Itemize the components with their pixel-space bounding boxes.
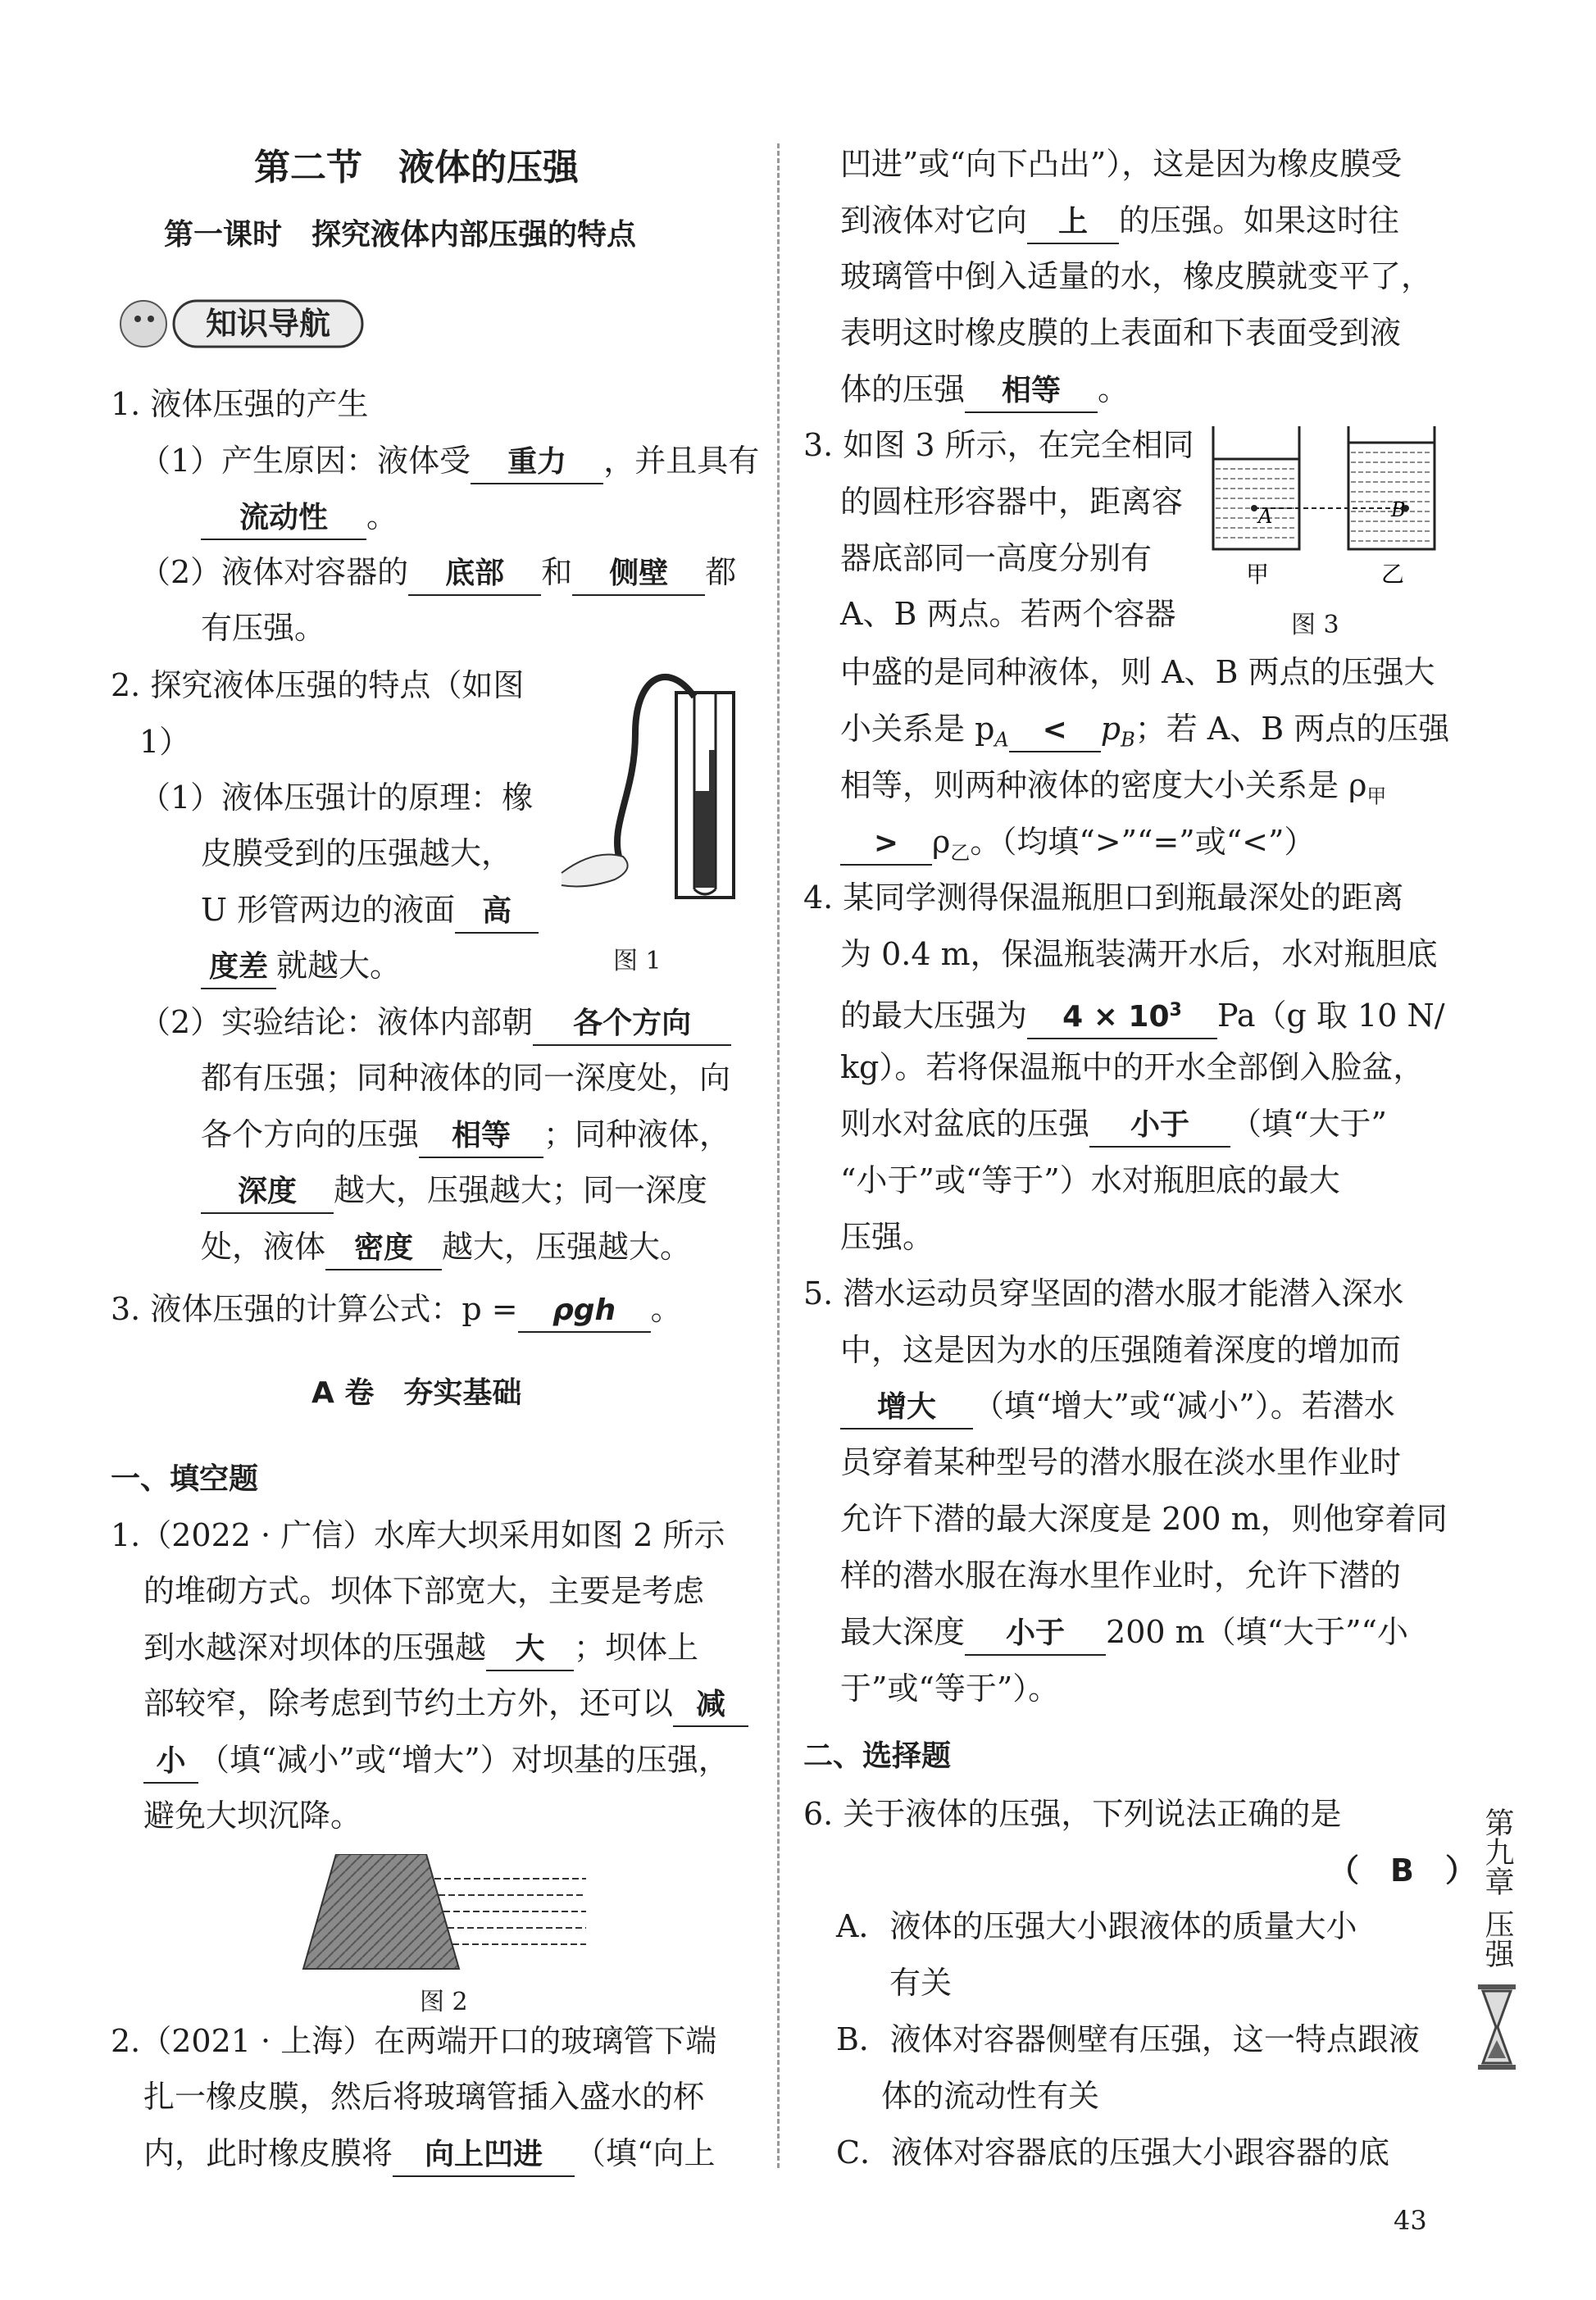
q2-line3: 内，此时橡皮膜将 向上凹进 （填“向上 xyxy=(143,2133,715,2177)
figure-3-caption: 图 3 xyxy=(1291,611,1339,639)
q6-option-a-line1: A．液体的压强大小跟液体的质量大小 xyxy=(836,1908,1357,1944)
knowledge-nav-badge xyxy=(115,291,369,357)
q2-line2: 扎一橡皮膜，然后将玻璃管插入盛水的杯 xyxy=(143,2079,705,2115)
q1-line5: 小 （填“减小”或“增大”）对坝基的压强， xyxy=(143,1739,730,1784)
answer-blank: 各个方向 xyxy=(533,1003,731,1046)
answer-blank: 减 xyxy=(673,1684,748,1727)
badge-label: 知识导航 xyxy=(205,306,331,342)
answer-blank: 深度 xyxy=(201,1171,334,1214)
answer-blank: 度差 xyxy=(201,947,276,989)
answer-blank: 大 xyxy=(486,1629,574,1671)
q6-option-b-line2: 体的流动性有关 xyxy=(881,2078,1100,2114)
q5-line7: 最大深度 小于 200 m（填“大于”“小 xyxy=(840,1611,1408,1656)
q5-line2: 中，这是因为水的压强随着深度的增加而 xyxy=(840,1332,1402,1368)
figure-1-pressure-gauge xyxy=(545,660,750,906)
answer-blank: 增大 xyxy=(840,1387,973,1430)
answer-blank: 小于 xyxy=(1089,1105,1230,1148)
chapter-name: 压强 xyxy=(1480,1909,1514,1968)
q6-option-a-line2: 有关 xyxy=(889,1965,953,2001)
k2-line5: 度差 就越大。 xyxy=(201,945,401,989)
q5-line5: 允许下潜的最大深度是 200 m，则他穿着同 xyxy=(840,1501,1448,1537)
q4-line6: “小于”或“等于”）水对瓶胆底的最大 xyxy=(840,1162,1340,1198)
point-a-label: A xyxy=(1258,505,1273,528)
answer-blank: 相等 xyxy=(965,370,1098,413)
answer-blank: 密度 xyxy=(325,1228,442,1270)
figure-3-containers xyxy=(1209,426,1447,590)
multiple-choice-heading: 二、选择题 xyxy=(803,1739,952,1773)
k2-line7: 都有压强；同种液体的同一深度处，向 xyxy=(201,1060,731,1096)
chapter-side-tab xyxy=(1474,1807,1520,2082)
q4-line7: 压强。 xyxy=(840,1219,934,1255)
k1-line1: （1）产生原因：液体受 重力 ，并且具有 xyxy=(139,440,759,484)
q3-line6: 小关系是 $p_A < p_B$；若 A、B 两点的压强 xyxy=(840,711,1450,752)
answer-blank: < xyxy=(1009,710,1101,752)
section-title: 第二节 液体的压强 xyxy=(254,147,579,189)
k2-line10: 处，液体 密度 越大，压强越大。 xyxy=(201,1226,691,1270)
answer-blank: 小于 xyxy=(965,1613,1106,1656)
k3-line: 3. 液体压强的计算公式：p = ρgh 。 xyxy=(111,1289,682,1333)
q4-line4: kg）。若将保温瓶中的开水全部倒入脸盆， xyxy=(840,1049,1425,1085)
q3-line1: 3. 如图 3 所示，在完全相同 xyxy=(803,427,1194,463)
mascot-icon xyxy=(120,301,166,347)
k2-line4: U 形管两边的液面 高 xyxy=(201,889,539,934)
answer-blank: 流动性 xyxy=(201,498,366,540)
k1-line2: 流动性 。 xyxy=(201,496,398,540)
k2-title: 2. 探究液体压强的特点（如图 xyxy=(111,667,525,703)
lesson-title: 第一课时 探究液体内部压强的特点 xyxy=(164,218,637,252)
q2-line5: 到液体对它向 上 的压强。如果这时往 xyxy=(840,200,1399,244)
q4-line2: 为 0.4 m，保温瓶装满开水后，水对瓶胆底 xyxy=(840,936,1438,972)
q3-line8: > $\rho_乙$。（均填“>”“=”或“<”） xyxy=(840,821,1315,874)
answer-blank: > xyxy=(840,823,932,866)
answer-blank: 底部 xyxy=(408,553,541,596)
q4-line3: 的最大压强为 $4 \times 10^3$ Pa（g 取 10 N/ xyxy=(840,990,1445,1039)
q5-line3: 增大 （填“增大”或“减小”）。若潜水 xyxy=(840,1385,1395,1430)
q4-line1: 4. 某同学测得保温瓶胆口到瓶最深处的距离 xyxy=(803,880,1404,916)
part-a-heading: A 卷 夯实基础 xyxy=(311,1376,522,1410)
hourglass-icon xyxy=(1476,1983,1517,2073)
q2-line6: 玻璃管中倒入适量的水，橡皮膜就变平了， xyxy=(840,258,1433,294)
answer-blank: $4 \times 10^3$ xyxy=(1027,990,1217,1039)
q6-option-c-line1: C．液体对容器底的压强大小跟容器的底 xyxy=(836,2134,1390,2170)
point-b-label: B xyxy=(1391,498,1406,521)
k1-line3: （2）液体对容器的 底部 和 侧壁 都 xyxy=(139,552,736,596)
container-yi-label: 乙 xyxy=(1381,561,1405,588)
k1-title: 1. 液体压强的产生 xyxy=(111,386,369,422)
q6-answer: （ B ） xyxy=(1328,1852,1476,1889)
hand-icon xyxy=(562,855,628,887)
q3-line7: 相等，则两种液体的密度大小关系是 $\rho_甲$ xyxy=(840,767,1387,808)
k2-line6: （2）实验结论：液体内部朝 各个方向 xyxy=(139,1002,731,1046)
answer-blank: 高 xyxy=(455,891,539,934)
answer-blank: 上 xyxy=(1027,202,1119,244)
figure-2-dam xyxy=(299,1854,586,1977)
answer-blank: 侧壁 xyxy=(572,553,705,596)
figure-2-caption: 图 2 xyxy=(420,1988,468,2016)
q1-line2: 的堆砌方式。坝体下部宽大，主要是考虑 xyxy=(143,1573,705,1609)
answer-blank: 小 xyxy=(143,1741,198,1784)
q6-stem: 6. 关于液体的压强，下列说法正确的是 xyxy=(803,1796,1342,1832)
q1-line4: 部较窄，除考虑到节约土方外，还可以 减 xyxy=(143,1683,748,1727)
figure-1-caption: 图 1 xyxy=(613,947,662,975)
answer-blank: 相等 xyxy=(419,1116,543,1158)
q2-line7: 表明这时橡皮膜的上表面和下表面受到液 xyxy=(840,315,1402,351)
chapter-label: 第九章 xyxy=(1480,1807,1514,1896)
k2-line9: 深度 越大，压强越大；同一深度 xyxy=(201,1170,707,1214)
answer-blank: 向上凹进 xyxy=(393,2134,575,2177)
q3-line2: 的圆柱形容器中，距离容 xyxy=(840,484,1184,520)
q5-line6: 样的潜水服在海水里作业时，允许下潜的 xyxy=(840,1557,1402,1593)
q2-line4: 凹进”或“向下凸出”），这是因为橡皮膜受 xyxy=(840,146,1403,182)
q4-line5: 则水对盆底的压强 小于 （填“大于” xyxy=(840,1103,1387,1148)
k2-line2: （1）液体压强计的原理：橡 xyxy=(139,780,534,816)
q5-line4: 员穿着某种型号的潜水服在淡水里作业时 xyxy=(840,1444,1402,1480)
q1-line6: 避免大坝沉降。 xyxy=(143,1798,362,1834)
column-divider xyxy=(777,143,780,2168)
container-jia-label: 甲 xyxy=(1246,561,1270,588)
page-number: 43 xyxy=(1394,2205,1427,2236)
q5-line8: 于”或“等于”）。 xyxy=(840,1670,1060,1707)
k1-line4: 有压强。 xyxy=(201,610,326,646)
k2-line3: 皮膜受到的压强越大， xyxy=(201,835,513,871)
answer-blank: ρgh xyxy=(518,1290,651,1333)
k2-line8: 各个方向的压强 相等 ；同种液体， xyxy=(201,1114,730,1158)
q1-line1: 1.（2022 · 广信）水库大坝采用如图 2 所示 xyxy=(111,1517,725,1553)
q2-line1: 2.（2021 · 上海）在两端开口的玻璃管下端 xyxy=(111,2023,717,2059)
q3-line5: 中盛的是同种液体，则 A、B 两点的压强大 xyxy=(840,654,1435,690)
fill-in-heading: 一、填空题 xyxy=(111,1462,259,1496)
q5-line1: 5. 潜水运动员穿坚固的潜水服才能潜入深水 xyxy=(803,1275,1404,1311)
q3-line4: A、B 两点。若两个容器 xyxy=(840,596,1176,632)
q3-line3: 器底部同一高度分别有 xyxy=(840,540,1153,576)
q2-line8: 体的压强 相等 。 xyxy=(840,369,1129,413)
answer-blank: 重力 xyxy=(471,442,603,484)
k2-line1: 1） xyxy=(139,724,191,760)
q6-option-b-line1: B．液体对容器侧壁有压强，这一特点跟液 xyxy=(836,2021,1420,2057)
q1-line3: 到水越深对坝体的压强越 大 ；坝体上 xyxy=(143,1627,698,1671)
